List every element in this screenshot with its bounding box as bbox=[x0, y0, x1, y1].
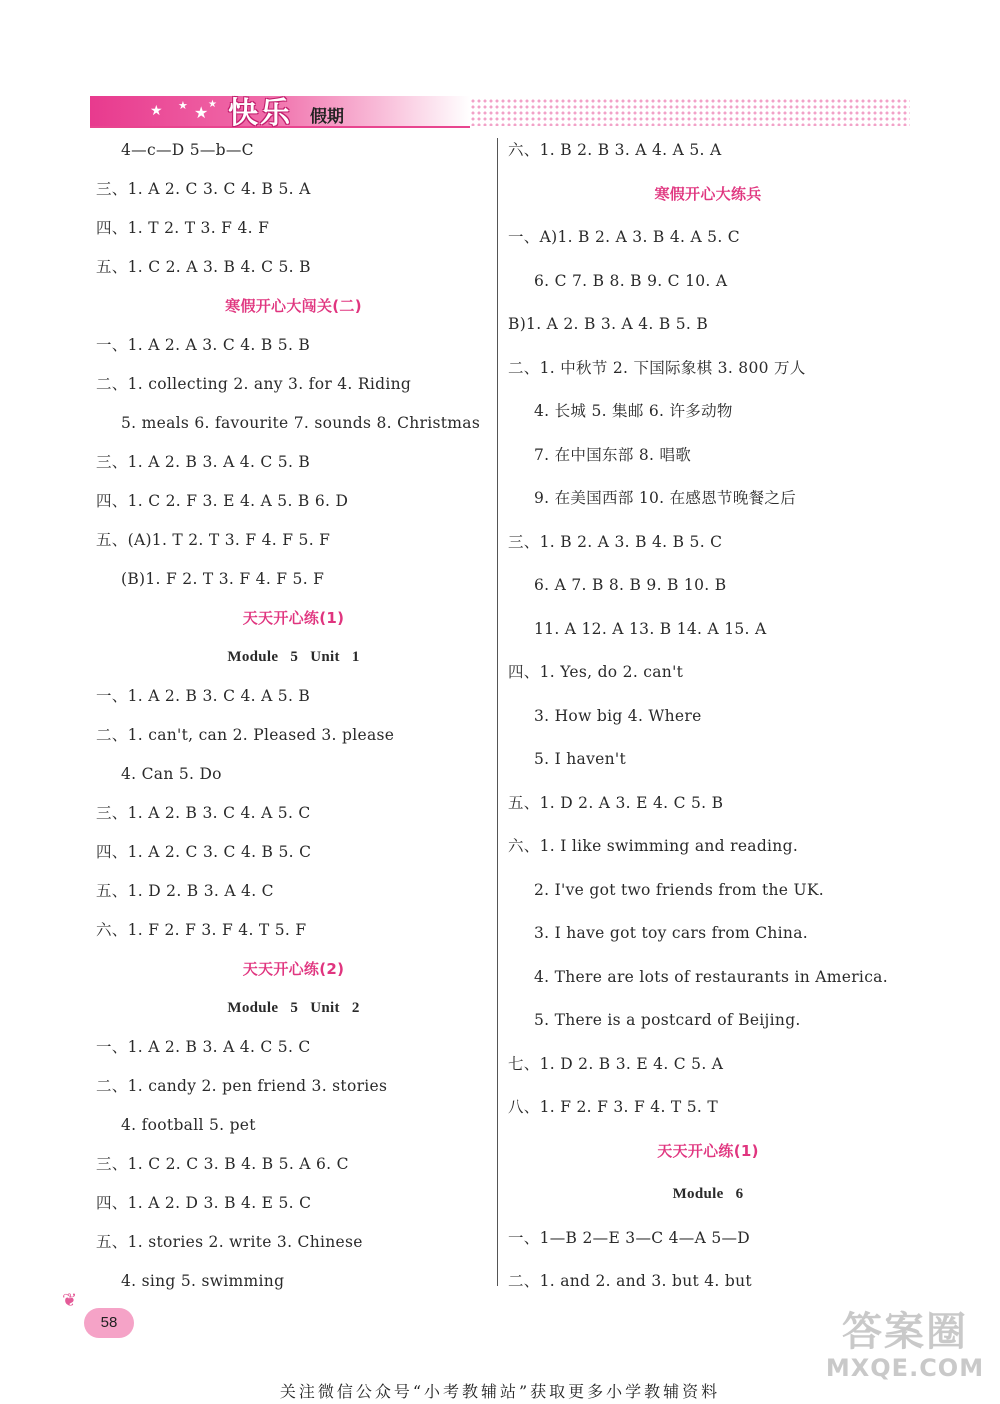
answer-line: 4. 长城 5. 集邮 6. 许多动物 bbox=[534, 402, 733, 420]
answer-line: 二、1. can't, can 2. Pleased 3. please bbox=[96, 726, 395, 744]
answer-line: 9. 在美国西部 10. 在感恩节晚餐之后 bbox=[534, 489, 797, 507]
answer-line: 3. How big 4. Where bbox=[534, 706, 702, 725]
star-icon: ★ bbox=[194, 103, 209, 122]
watermark bbox=[820, 1310, 990, 1382]
star-icon: ★ bbox=[150, 103, 163, 119]
watermark-logo-text: 答案圈 bbox=[842, 1309, 968, 1355]
answer-line: B)1. A 2. B 3. A 4. B 5. B bbox=[508, 315, 709, 333]
answer-line: 4—c—D 5—b—C bbox=[121, 141, 254, 159]
answer-line: 二、1. collecting 2. any 3. for 4. Riding bbox=[96, 375, 412, 393]
answer-line: 4. sing 5. swimming bbox=[121, 1272, 285, 1290]
answer-line: 4. football 5. pet bbox=[121, 1116, 256, 1134]
answer-line: 三、1. A 2. B 3. A 4. C 5. B bbox=[96, 453, 311, 471]
sprout-icon: ❦ bbox=[62, 1290, 78, 1311]
section-heading: 天天开心练(2) bbox=[242, 960, 345, 978]
header-dot-pattern bbox=[470, 98, 910, 126]
column-divider bbox=[497, 138, 498, 1286]
answer-line: 三、1. C 2. C 3. B 4. B 5. A 6. C bbox=[96, 1155, 349, 1173]
answer-line: 7. 在中国东部 8. 唱歌 bbox=[534, 445, 692, 464]
module-title: Module 6 bbox=[672, 1186, 744, 1202]
star-icon: ★ bbox=[178, 99, 188, 112]
module-title: Module 5 Unit 2 bbox=[227, 1000, 360, 1016]
answer-line: 一、1. A 2. B 3. A 4. C 5. C bbox=[96, 1038, 311, 1056]
answer-line: 3. I have got toy cars from China. bbox=[534, 924, 808, 942]
answer-line: 5. meals 6. favourite 7. sounds 8. Christmas bbox=[121, 414, 481, 432]
header-subtitle: 假期 bbox=[310, 107, 344, 127]
answer-line: 2. I've got two friends from the UK. bbox=[534, 880, 824, 899]
answer-line: 6. A 7. B 8. B 9. B 10. B bbox=[534, 576, 727, 594]
left-answer-column bbox=[96, 137, 491, 1307]
section-heading: 寒假开心大练兵 bbox=[654, 184, 762, 203]
answer-line: 五、(A)1. T 2. T 3. F 4. F 5. F bbox=[96, 531, 331, 549]
page-number: 58 bbox=[84, 1308, 134, 1338]
answer-line: 六、1. B 2. B 3. A 4. A 5. A bbox=[508, 141, 722, 159]
answer-line: 七、1. D 2. B 3. E 4. C 5. A bbox=[508, 1054, 724, 1073]
header-title: 快乐 bbox=[228, 96, 292, 131]
answer-line: 5. I haven't bbox=[534, 750, 626, 768]
answer-line: 4. Can 5. Do bbox=[121, 765, 222, 783]
section-heading: 天天开心练(1) bbox=[242, 609, 345, 627]
answer-line: 4. There are lots of restaurants in America. bbox=[534, 967, 888, 986]
answer-line: 四、1. A 2. C 3. C 4. B 5. C bbox=[96, 843, 312, 861]
answer-line: 5. There is a postcard of Beijing. bbox=[534, 1011, 801, 1029]
right-answer-column bbox=[508, 137, 908, 1312]
answer-line: 四、1. T 2. T 3. F 4. F bbox=[96, 219, 270, 237]
answer-line: 四、1. C 2. F 3. E 4. A 5. B 6. D bbox=[96, 492, 349, 510]
answer-line: 一、A)1. B 2. A 3. B 4. A 5. C bbox=[508, 228, 740, 246]
watermark-url: MXQE.COM bbox=[825, 1354, 985, 1382]
answer-line: 五、1. stories 2. write 3. Chinese bbox=[96, 1233, 363, 1251]
answer-line: 八、1. F 2. F 3. F 4. T 5. T bbox=[508, 1098, 719, 1116]
answer-line: 三、1. B 2. A 3. B 4. B 5. C bbox=[508, 532, 723, 551]
section-heading: 天天开心练(1) bbox=[657, 1141, 759, 1160]
section-heading: 寒假开心大闯关(二) bbox=[225, 297, 362, 315]
answer-line: 三、1. A 2. B 3. C 4. A 5. C bbox=[96, 804, 311, 822]
star-icon: ★ bbox=[208, 99, 217, 110]
answer-line: 6. C 7. B 8. B 9. C 10. A bbox=[534, 271, 728, 290]
answer-line: 一、1. A 2. A 3. C 4. B 5. B bbox=[96, 336, 311, 354]
answer-line: 五、1. C 2. A 3. B 4. C 5. B bbox=[96, 258, 311, 276]
answer-line: 二、1. candy 2. pen friend 3. stories bbox=[96, 1077, 388, 1095]
answer-line: 11. A 12. A 13. B 14. A 15. A bbox=[534, 619, 767, 638]
answer-line: 五、1. D 2. B 3. A 4. C bbox=[96, 882, 274, 900]
answer-line: 五、1. D 2. A 3. E 4. C 5. B bbox=[508, 793, 724, 812]
answer-line: 六、1. F 2. F 3. F 4. T 5. F bbox=[96, 921, 307, 939]
answer-line: 四、1. A 2. D 3. B 4. E 5. C bbox=[96, 1194, 312, 1212]
answer-line: 二、1. and 2. and 3. but 4. but bbox=[508, 1272, 752, 1290]
answer-line: (B)1. F 2. T 3. F 4. F 5. F bbox=[121, 570, 325, 588]
answer-line: 二、1. 中秋节 2. 下国际象棋 3. 800 万人 bbox=[508, 358, 806, 377]
answer-line: 三、1. A 2. C 3. C 4. B 5. A bbox=[96, 180, 311, 198]
module-title: Module 5 Unit 1 bbox=[227, 649, 360, 665]
answer-line: 四、1. Yes, do 2. can't bbox=[508, 663, 684, 681]
footer-note: 关注微信公众号“小考教辅站”获取更多小学教辅资料 bbox=[279, 1382, 721, 1401]
answer-line: 一、1—B 2—E 3—C 4—A 5—D bbox=[508, 1228, 751, 1247]
answer-line: 六、1. I like swimming and reading. bbox=[508, 837, 799, 855]
answer-line: 一、1. A 2. B 3. C 4. A 5. B bbox=[96, 687, 311, 705]
